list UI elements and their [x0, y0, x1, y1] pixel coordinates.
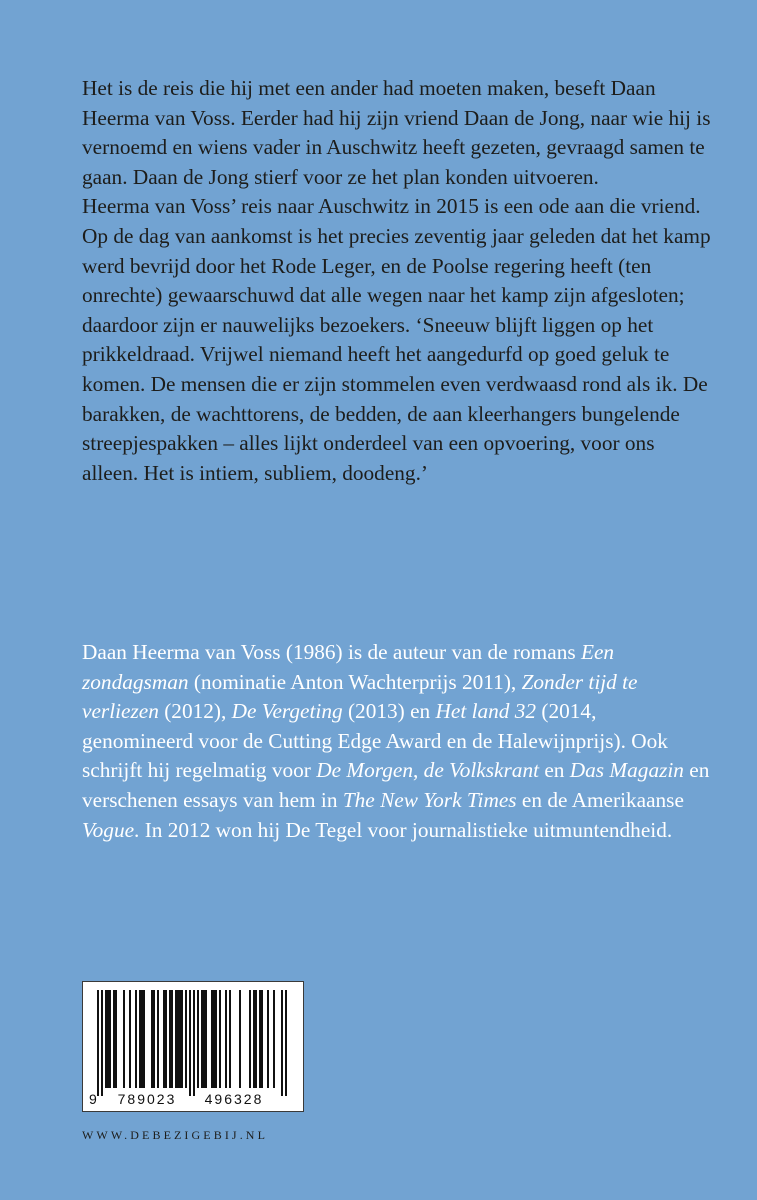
barcode-bar — [129, 990, 131, 1088]
barcode-bar — [105, 990, 107, 1088]
cover-blurb — [82, 74, 712, 488]
barcode-bar — [143, 990, 145, 1088]
barcode-bar — [185, 990, 187, 1088]
barcode-bar — [107, 990, 109, 1088]
book-title: Het land 32 — [435, 699, 537, 724]
barcode-bar — [239, 990, 241, 1088]
barcode-bar — [249, 990, 251, 1088]
barcode-bar — [115, 990, 117, 1088]
barcode-bar — [157, 990, 159, 1088]
barcode-bar — [261, 990, 263, 1088]
bio-text: en verschenen essays van hem in — [82, 758, 710, 812]
barcode-bar — [141, 990, 143, 1088]
barcode-bar — [181, 990, 183, 1088]
publication-title: The New York Times — [342, 787, 517, 812]
barcode-bar — [153, 990, 155, 1088]
barcode-bar — [169, 990, 171, 1088]
barcode-bar — [189, 990, 191, 1096]
barcode-bar — [135, 990, 137, 1088]
bio-text: (2012), — [158, 699, 232, 724]
blurb-paragraph-2: Heerma van Voss’ reis naar Auschwitz in 2015 is een ode aan die vriend. Op de dag van aankomst is het precies zeventig jaar geleden dat het kamp werd bevrijd door het Rode Leger, en de Poolse regering heeft (ten onrechte) gewaarschuwd dat alle wegen naar het kamp zijn afgesloten; daardoor zijn er nauwelijks bezoekers. ‘Sneeuw blijft liggen op het prikkeldraad. Vrijwel niemand heeft het aangedurfd op goed geluk te komen. De mensen die er zijn stommelen even verdwaasd rond als ik. De barakken, de wachttorens, de bedden, de aan kleerhangers bungelende streepjespakken – alles lijkt onderdeel van een opvoering, voor ons alleen. Het is intiem, subliem, doodeng.’ — [82, 194, 711, 485]
barcode-graphic — [83, 982, 303, 1111]
barcode-bar — [197, 990, 199, 1088]
barcode-bar — [215, 990, 217, 1088]
author-bio — [82, 638, 712, 845]
barcode-bar — [163, 990, 165, 1088]
barcode-bar — [285, 990, 287, 1096]
barcode-bar — [177, 990, 179, 1088]
publisher-website: WWW.DEBEZIGEBIJ.NL — [82, 1128, 268, 1142]
barcode-bar — [109, 990, 111, 1088]
publication-title: Vogue — [82, 817, 135, 842]
barcode-bar — [273, 990, 275, 1088]
barcode-bar — [201, 990, 203, 1088]
bio-text: , — [413, 758, 424, 783]
book-title: Zonder tijd te verliezen — [82, 669, 638, 724]
barcode-bar — [175, 990, 177, 1088]
barcode-bar — [97, 990, 99, 1096]
barcode-bar — [171, 990, 173, 1088]
barcode-bar — [225, 990, 227, 1088]
bio-text: (2013) en — [342, 699, 436, 724]
bio-text: . In 2012 won hij De Tegel voor journalistieke uitmuntendheid. — [134, 817, 673, 842]
barcode-bar — [101, 990, 103, 1096]
barcode-bar — [213, 990, 215, 1088]
bio-text: (nominatie Anton Wachterprijs 2011), — [188, 669, 522, 694]
barcode-bar — [123, 990, 125, 1088]
barcode-bar — [151, 990, 153, 1088]
publication-title: Das Magazin — [569, 758, 684, 783]
publication-title: De Morgen — [316, 758, 414, 783]
blurb-paragraph-1: Het is de reis die hij met een ander had moeten maken, beseft Daan Heerma van Voss. Eerder had hij zijn vriend Daan de Jong, naar wie hij is vernoemd en wiens vader in Auschwitz heeft gezeten, gevraagd samen te gaan. Daan de Jong stierf voor ze het plan konden uitvoeren. — [82, 76, 711, 189]
barcode-bar — [203, 990, 205, 1088]
barcode-bar — [193, 990, 195, 1096]
bio-text: en — [539, 758, 570, 783]
barcode-bar — [211, 990, 213, 1088]
barcode-bar — [179, 990, 181, 1088]
isbn-barcode — [82, 981, 304, 1112]
book-title: De Vergeting — [231, 699, 343, 724]
barcode-right-digits: 496328 — [204, 1091, 264, 1107]
bio-text: en de Amerikaanse — [516, 787, 684, 812]
barcode-bar — [281, 990, 283, 1096]
barcode-bar — [267, 990, 269, 1088]
barcode-bar — [165, 990, 167, 1088]
barcode-bar — [113, 990, 115, 1088]
barcode-left-digits: 789023 — [117, 1091, 177, 1107]
publication-title: de Volkskrant — [423, 758, 540, 783]
barcode-bar — [255, 990, 257, 1088]
barcode-bar — [205, 990, 207, 1088]
bio-text: Daan Heerma van Voss (1986) is de auteur van de romans — [82, 640, 581, 664]
barcode-bar — [229, 990, 231, 1088]
barcode-bar — [259, 990, 261, 1088]
book-title: Een zondagsman — [82, 640, 615, 694]
barcode-bar — [219, 990, 221, 1088]
barcode-first-digit: 9 — [89, 1091, 97, 1107]
barcode-bar — [139, 990, 141, 1088]
bio-text: (2014, genomineerd voor de Cutting Edge Award en de Halewijnprijs). Ook schrijft hij regelmatig voor — [82, 699, 668, 783]
barcode-bar — [253, 990, 255, 1088]
